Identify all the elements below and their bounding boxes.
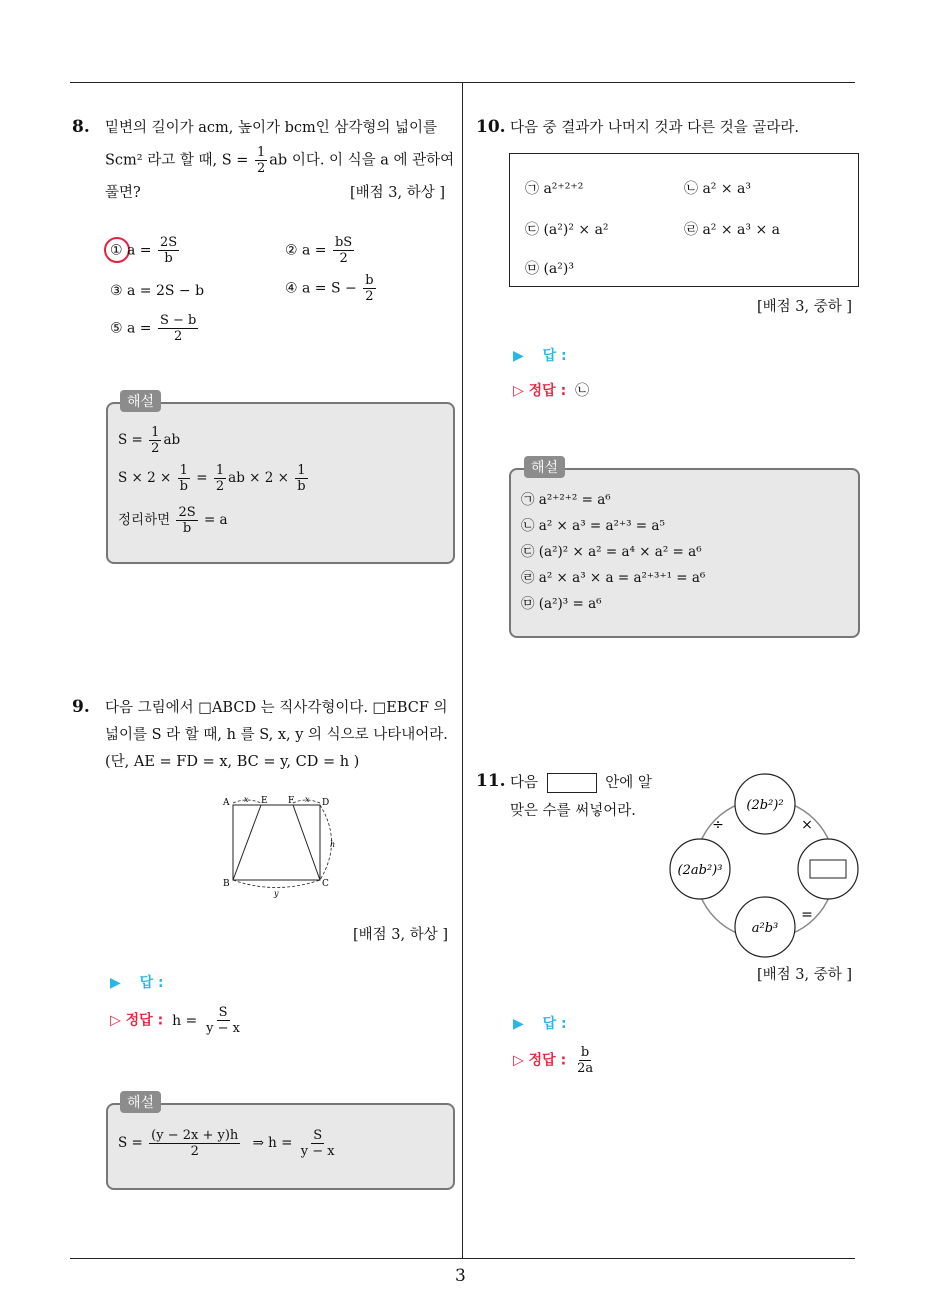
q10-answer-row[interactable]: ▶ 답 :	[513, 348, 567, 364]
node-right-blank	[810, 860, 846, 878]
q8-line2: Scm² 라고 할 때, S = $\frac{1}{2}$ ab 이다. 이 식을 a 에 관하여	[105, 145, 455, 176]
label-x2: x	[305, 795, 310, 804]
q10-explain-5: ㉤ (a²)³ = a⁶	[521, 596, 602, 612]
q10-explanation-tag: 해설	[524, 456, 565, 478]
q10-line1: 다음 중 결과가 나머지 것과 다른 것을 골라라.	[510, 120, 799, 136]
op-divide: ÷	[712, 817, 724, 833]
q9-explain-1: S = $\frac{(y - 2x + y)h}{2}$ ⇒ h = $\frac{S}{y - x}$	[118, 1128, 335, 1159]
q10-correct-arrow-icon: ▷	[513, 383, 524, 399]
q9-explanation-tag: 해설	[120, 1091, 161, 1113]
label-a: A	[223, 798, 230, 808]
q9-line1: 다음 그림에서 □ABCD 는 직사각형이다. □EBCF 의	[105, 700, 448, 716]
op-equals: =	[801, 907, 813, 923]
q9-line2: 넓이를 S 라 할 때, h 를 S, x, y 의 식으로 나타내어라.	[105, 727, 448, 743]
q10-correct-row: ▷ 정답 : ㉡	[513, 383, 590, 399]
label-h: h	[330, 840, 336, 849]
q10-explain-1: ㉠ a²⁺²⁺² = a⁶	[521, 492, 611, 508]
label-e: E	[261, 796, 268, 806]
q8-choice-4[interactable]: ④ a = S − $\frac{b}{2}$	[285, 273, 374, 304]
label-d: D	[322, 798, 330, 808]
q8-choice-1[interactable]: ① a = $\frac{2S}{b}$	[110, 235, 178, 266]
label-b: B	[223, 879, 230, 889]
bottom-rule	[70, 1258, 855, 1259]
q10-explain-4: ㉣ a² × a³ × a = a²⁺³⁺¹ = a⁶	[521, 570, 706, 586]
label-y: y	[274, 889, 279, 898]
segment-eb	[233, 805, 261, 880]
q10-number: 10.	[476, 117, 506, 137]
page-number: 3	[455, 1266, 466, 1286]
q11-correct-row: ▷ 정답 : $\frac{b}{2a}$	[513, 1045, 594, 1076]
q8-explanation-tag: 해설	[120, 390, 161, 412]
q11-number: 11.	[476, 771, 506, 791]
q8-line3: 풀면?	[105, 185, 141, 201]
q9-correct-arrow-icon: ▷	[110, 1012, 121, 1029]
node-bottom-label: a²b³	[751, 921, 779, 936]
q9-correct-row: ▷ 정답 : h = $\frac{S}{y - x}$	[110, 1005, 240, 1036]
q10-explain-2: ㉡ a² × a³ = a²⁺³ = a⁵	[521, 518, 665, 534]
q11-answer-row[interactable]: ▶ 답 :	[513, 1016, 567, 1032]
label-x1: x	[244, 795, 249, 804]
q8-choice-5[interactable]: ⑤ a = $\frac{S - b}{2}$	[110, 313, 197, 344]
column-divider	[462, 83, 463, 1258]
q10-answer-arrow-icon: ▶	[513, 348, 524, 364]
q10-item-5: ㉤ (a²)³	[525, 261, 574, 277]
q8-choice-3[interactable]: ③ a = 2S − b	[110, 283, 205, 299]
node-top-label: (2b²)²	[746, 798, 784, 813]
q8-explain-1: S = $\frac{1}{2}$ ab	[118, 425, 181, 456]
q8-explain-3: 정리하면 $\frac{2S}{b}$ = a	[118, 505, 228, 536]
q11-cycle-diagram	[668, 772, 863, 962]
q11-line2: 맞은 수를 써넣어라.	[510, 803, 636, 819]
label-c: C	[322, 879, 329, 889]
q10-item-3: ㉢ (a²)² × a²	[525, 222, 609, 238]
q9-line3: (단, AE = FD = x, BC = y, CD = h )	[105, 754, 360, 770]
q9-rectangle-figure	[218, 790, 348, 900]
node-left-label: (2ab²)³	[677, 863, 723, 878]
q9-answer-arrow-icon: ▶	[110, 975, 121, 991]
q10-item-1: ㉠ a²⁺²⁺²	[525, 181, 584, 197]
q8-explain-2: S × 2 × $\frac{1}{b}$ = $\frac{1}{2}$ ab × 2 × $\frac{1}{b}$	[118, 463, 306, 494]
q8-line1: 밑변의 길이가 acm, 높이가 bcm인 삼각형의 넓이를	[105, 120, 438, 136]
q11-score: [배점 3, 중하 ]	[757, 967, 853, 983]
q8-half-fraction: $\frac{1}{2}$	[257, 145, 266, 176]
q8-score: [배점 3, 하상 ]	[350, 185, 446, 201]
brace-y	[233, 880, 320, 888]
segment-fc	[293, 805, 320, 880]
label-f: F	[288, 796, 295, 806]
q8-choice-2[interactable]: ② a = $\frac{bS}{2}$	[285, 235, 353, 266]
q9-answer-row[interactable]: ▶ 답 :	[110, 975, 164, 991]
q10-explain-3: ㉢ (a²)² × a² = a⁴ × a² = a⁶	[521, 544, 702, 560]
q8-number: 8.	[72, 117, 90, 137]
q10-item-4: ㉣ a² × a³ × a	[684, 222, 780, 238]
q10-item-2: ㉡ a² × a³	[684, 181, 751, 197]
op-multiply: ×	[801, 817, 813, 833]
q9-score: [배점 3, 하상 ]	[353, 927, 449, 943]
q11-line1: 다음 안에 알	[510, 775, 652, 791]
q11-answer-arrow-icon: ▶	[513, 1016, 524, 1032]
q11-blank-box	[547, 773, 597, 793]
q11-correct-arrow-icon: ▷	[513, 1052, 524, 1069]
q9-number: 9.	[72, 697, 90, 717]
q10-score: [배점 3, 중하 ]	[757, 299, 853, 315]
